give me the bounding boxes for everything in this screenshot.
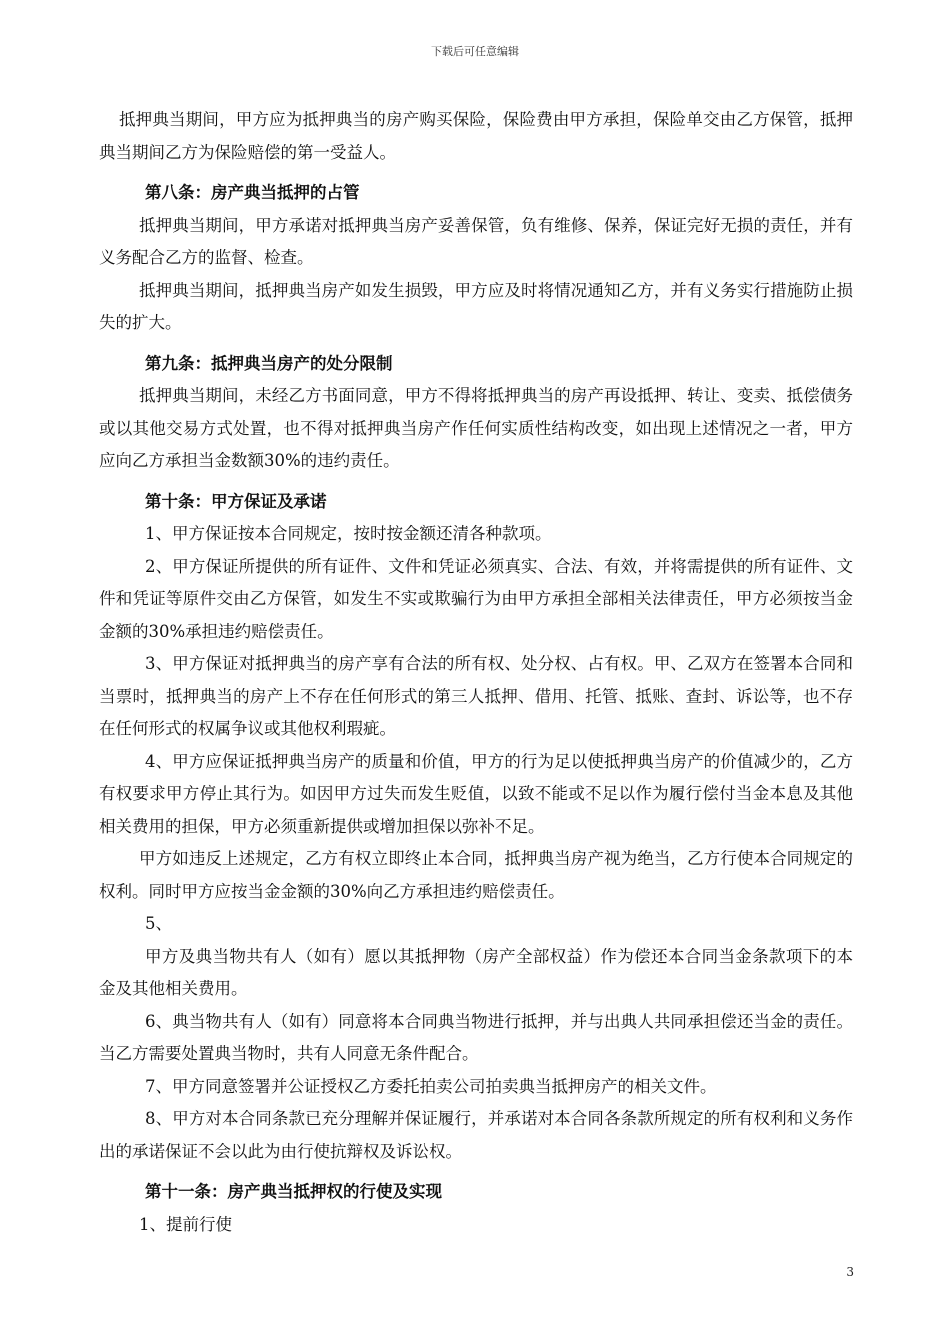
document-body: [99, 104, 853, 1241]
paragraph-custody: 抵押典当期间，甲方承诺对抵押典当房产妥善保管，负有维修、保养，保证完好无损的责任，并有义务配合乙方的监督、检查。: [99, 215, 853, 267]
paragraph-insurance: 抵押典当期间，甲方应为抵押典当的房产购买保险，保险费由甲方承担，保险单交由乙方保管，抵押典当期间乙方为保险赔偿的第一受益人。: [99, 110, 853, 162]
clause-item-7: 7、甲方同意签署并公证授权乙方委托拍卖公司拍卖典当抵押房产的相关文件。: [145, 1076, 717, 1096]
header-note: 下载后可任意编辑: [431, 45, 519, 58]
clause-item-3: 3、甲方保证对抵押典当的房产享有合法的所有权、处分权、占有权。甲、乙双方在签署本合同和当票时，抵押典当的房产上不存在任何形式的第三人抵押、借用、托管、抵账、查封、诉讼等，也不存在任何形式的权属争议或其他权利瑕疵。: [99, 654, 853, 738]
clause-item-8: 8、甲方对本合同条款已充分理解并保证履行，并承诺对本合同各条款所规定的所有权利和义务作出的承诺保证不会以此为由行使抗辩权及诉讼权。: [99, 1109, 853, 1161]
paragraph-disposal-limit: 抵押典当期间，未经乙方书面同意，甲方不得将抵押典当的房产再设抵押、转让、变卖、抵偿债务或以其他交易方式处置，也不得对抵押典当房产作任何实质性结构改变，如出现上述情况之一者，甲方应向乙方承担当金数额30%的违约责任。: [99, 386, 853, 470]
clause-item-5: 甲方及典当物共有人（如有）愿以其抵押物（房产全部权益）作为偿还本合同当金条款项下的本金及其他相关费用。: [99, 946, 853, 998]
clause-item-2: 2、甲方保证所提供的所有证件、文件和凭证必须真实、合法、有效，并将需提供的所有证件、文件和凭证等原件交由乙方保管，如发生不实或欺骗行为由甲方承担全部相关法律责任，甲方必须按当金金额的30%承担违约赔偿责任。: [99, 556, 853, 641]
paragraph-damage: 抵押典当期间，抵押典当房产如发生损毁，甲方应及时将情况通知乙方，并有义务实行措施防止损失的扩大。: [99, 280, 853, 332]
clause-item-5-number: 5、: [145, 914, 172, 933]
subsection-early-exercise: 1、提前行使: [139, 1214, 232, 1234]
clause-item-6: 6、典当物共有人（如有）同意将本合同典当物进行抵押，并与出典人共同承担偿还当金的责任。当乙方需要处置典当物时，共有人同意无条件配合。: [99, 1011, 853, 1063]
clause-item-4: 4、甲方应保证抵押典当房产的质量和价值，甲方的行为足以使抵押典当房产的价值减少的，乙方有权要求甲方停止其行为。如因甲方过失而发生贬值，以致不能或不足以作为履行偿付当金本息及其他相关费用的担保，甲方必须重新提供或增加担保以弥补不足。: [99, 751, 853, 836]
section-heading-8: 第八条：房产典当抵押的占管: [145, 183, 360, 202]
section-heading-11: 第十一条：房产典当抵押权的行使及实现: [145, 1182, 442, 1201]
page-number: 3: [846, 1265, 854, 1279]
clause-item-4-breach: 甲方如违反上述规定，乙方有权立即终止本合同，抵押典当房产视为绝当，乙方行使本合同规定的权利。同时甲方应按当金金额的30%向乙方承担违约赔偿责任。: [99, 849, 853, 901]
section-heading-10: 第十条：甲方保证及承诺: [145, 491, 327, 511]
section-heading-9: 第九条：抵押典当房产的处分限制: [145, 353, 393, 373]
clause-item-1: 1、甲方保证按本合同规定，按时按金额还清各种款项。: [145, 524, 552, 543]
